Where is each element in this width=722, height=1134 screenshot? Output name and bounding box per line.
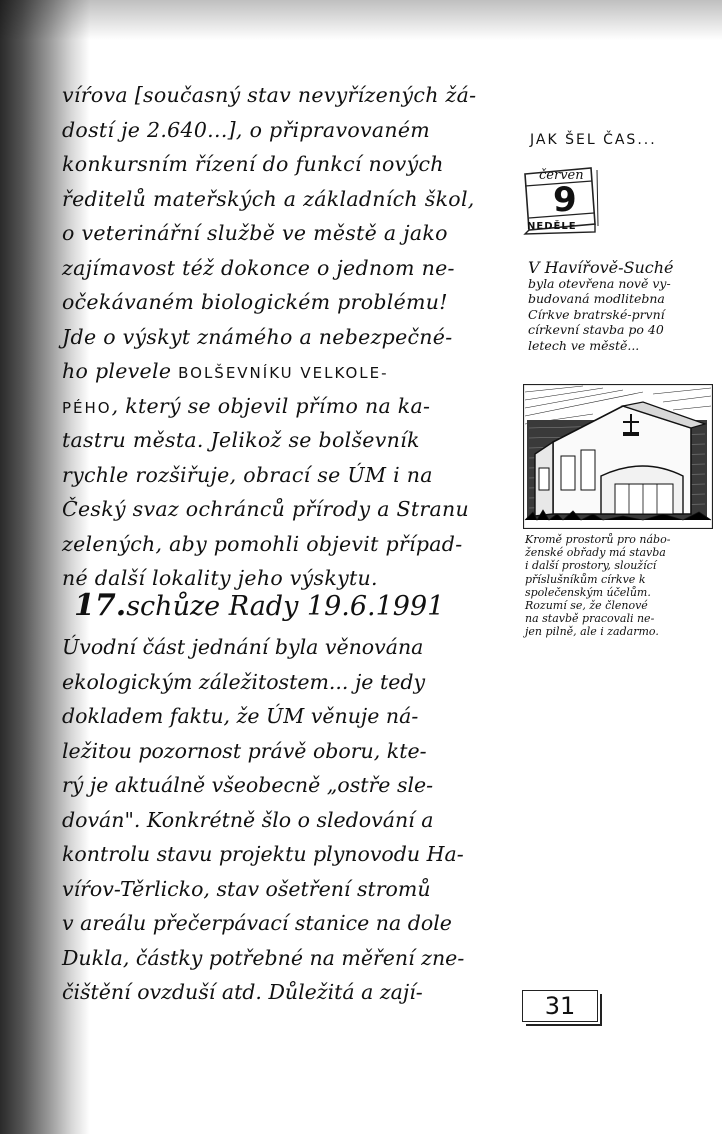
text-line: zelených, aby pomohli objevit případ- (62, 531, 463, 556)
main-text (62, 78, 517, 596)
text-line: ředitelů mateřských a základních škol, (62, 186, 475, 211)
heading-number: 17. (74, 588, 127, 623)
text-line: v areálu přečerpávací stanice na dole (62, 911, 452, 935)
caption-line: na stavbě pracovali ne- (525, 612, 655, 626)
text-line: zajímavost též dokonce o jednom ne- (62, 255, 455, 280)
text-line: víŕov-Těrlicko, stav ošetření stromů (62, 876, 431, 901)
text-line: né další lokality jeho výskytu. (62, 566, 378, 590)
section-text (62, 630, 517, 1010)
caption-line: Rozumí se, že členové (525, 599, 648, 613)
caption-line: ženské obřady má stavba (525, 546, 666, 560)
text-line: konkursním řízení do funkcí nových (62, 152, 444, 176)
calendar-page (521, 160, 599, 238)
caption-line: Kromě prostorů pro nábo- (525, 533, 671, 546)
sidebar-line: letech ve městě... (528, 337, 640, 353)
text-line: Jde o výskyt známého a nebezpečné- (62, 324, 453, 349)
text-line: o veterinářní službě ve městě a jako (62, 221, 448, 245)
text-line: Dukla, částky potřebné na měření zne- (62, 945, 465, 970)
text-line: očekávaném biologickém problému! (62, 290, 448, 314)
text-line: dostí je 2.640...], o připravovaném (62, 117, 431, 142)
caption-line: jen pilně, ale i zadarmo. (525, 625, 659, 639)
text-line (62, 389, 517, 424)
calendar-month: červen (539, 168, 584, 183)
caps-term: PÉHO (62, 398, 112, 417)
caption-line: i další prostory, sloužící (525, 559, 657, 573)
sidebar-title: JAK ŠEL ČAS... (530, 132, 657, 148)
top-shadow (0, 0, 722, 40)
sidebar-line: církevní stavba po 40 (528, 322, 664, 337)
text-line: kontrolu stavu projektu plynovodu Ha- (62, 842, 464, 866)
sidebar-text (528, 260, 713, 353)
heading-text: schůze Rady 19.6.1991 (126, 591, 445, 622)
text-line: Úvodní část jednání byla věnována (62, 635, 424, 659)
sidebar-line: Církve bratrské-první (528, 306, 665, 322)
caps-term: BOLŠEVNÍKU VELKOLE- (178, 364, 389, 382)
text-line: dován". Konkrétně šlo o sledování a (62, 807, 434, 832)
text-line: ekologickým záležitostem... je tedy (62, 669, 426, 694)
church-illustration (523, 384, 713, 529)
sidebar-line: byla otevřena nově vy- (528, 275, 671, 291)
sidebar-line: budovaná modlitebna (528, 291, 665, 306)
page-number: 31 (522, 990, 598, 1022)
text-line: rychle rozšiřuje, obrací se ÚM i na (62, 462, 433, 487)
text-line: víŕova [současný stav nevyřízených žá- (62, 83, 477, 107)
text-line: čištění ovzduší atd. Důležitá a zají- (62, 980, 423, 1004)
caption-line: společenským účelům. (525, 585, 651, 599)
text-line: rý je aktuálně všeobecně „ostře sle- (62, 773, 434, 797)
text-line: tastru města. Jelikož se bolševník (62, 428, 420, 452)
text-line: dokladem faktu, že ÚM věnuje ná- (62, 704, 419, 728)
section-heading (74, 586, 519, 627)
text-line: ležitou pozornost právě oboru, kte- (62, 738, 427, 763)
sidebar-line: V Havířově-Suché (528, 258, 674, 277)
text-fragment: ho plevele (62, 359, 172, 383)
caption-line: příslušníkům církve k (525, 572, 646, 586)
calendar-weekday: NEDĚLE (527, 221, 577, 232)
calendar-day: 9 (553, 180, 577, 220)
illustration-caption (525, 533, 715, 639)
text-line (62, 354, 517, 389)
text-line: Český svaz ochránců přírody a Stranu (62, 497, 470, 521)
text-fragment: , který se objevil přímo na ka- (111, 393, 431, 418)
